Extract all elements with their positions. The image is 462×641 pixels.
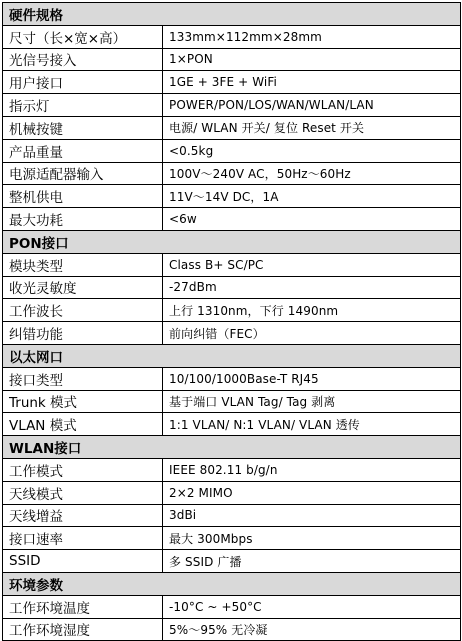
table-row bbox=[3, 527, 461, 550]
table-row bbox=[3, 595, 461, 618]
section-title: WLAN接口 bbox=[3, 436, 461, 459]
spec-label: 工作环境温度 bbox=[3, 595, 163, 618]
table-row bbox=[3, 367, 461, 390]
spec-label: 工作模式 bbox=[3, 458, 163, 481]
spec-value: <0.5kg bbox=[163, 139, 461, 162]
spec-value: 2×2 MIMO bbox=[163, 481, 461, 504]
table-row bbox=[3, 413, 461, 436]
spec-label: 天线模式 bbox=[3, 481, 163, 504]
section-header-ethernet bbox=[3, 344, 461, 367]
section-header-wlan bbox=[3, 436, 461, 459]
table-row bbox=[3, 550, 461, 573]
table-row bbox=[3, 276, 461, 299]
spec-label: 接口类型 bbox=[3, 367, 163, 390]
spec-label: VLAN 模式 bbox=[3, 413, 163, 436]
section-header-pon bbox=[3, 230, 461, 253]
table-row bbox=[3, 208, 461, 231]
table-row bbox=[3, 481, 461, 504]
spec-value: 11V～14V DC，1A bbox=[163, 185, 461, 208]
table-row bbox=[3, 162, 461, 185]
spec-label: 接口速率 bbox=[3, 527, 163, 550]
spec-table-body bbox=[3, 3, 461, 641]
spec-label: 机械按键 bbox=[3, 116, 163, 139]
table-row bbox=[3, 390, 461, 413]
spec-label: Trunk 模式 bbox=[3, 390, 163, 413]
spec-value: 1GE + 3FE + WiFi bbox=[163, 71, 461, 94]
table-row bbox=[3, 48, 461, 71]
table-row bbox=[3, 116, 461, 139]
spec-value: -27dBm bbox=[163, 276, 461, 299]
spec-value: Class B+ SC/PC bbox=[163, 253, 461, 276]
spec-label: 最大功耗 bbox=[3, 208, 163, 231]
section-title: 环境参数 bbox=[3, 572, 461, 595]
spec-value: 133mm×112mm×28mm bbox=[163, 25, 461, 48]
spec-table-container bbox=[2, 2, 460, 641]
table-row bbox=[3, 458, 461, 481]
section-title: PON接口 bbox=[3, 230, 461, 253]
table-row bbox=[3, 322, 461, 345]
spec-value: 基于端口 VLAN Tag/ Tag 剥离 bbox=[163, 390, 461, 413]
spec-value: 多 SSID 广播 bbox=[163, 550, 461, 573]
spec-label: 纠错功能 bbox=[3, 322, 163, 345]
spec-label: 模块类型 bbox=[3, 253, 163, 276]
table-row bbox=[3, 253, 461, 276]
table-row bbox=[3, 185, 461, 208]
spec-value: IEEE 802.11 b/g/n bbox=[163, 458, 461, 481]
table-row bbox=[3, 504, 461, 527]
spec-value: <6w bbox=[163, 208, 461, 231]
spec-label: 整机供电 bbox=[3, 185, 163, 208]
table-row bbox=[3, 71, 461, 94]
spec-value: 100V～240V AC，50Hz～60Hz bbox=[163, 162, 461, 185]
table-row bbox=[3, 25, 461, 48]
spec-label: 工作环境湿度 bbox=[3, 618, 163, 641]
spec-value: 5%～95% 无冷凝 bbox=[163, 618, 461, 641]
spec-value: 10/100/1000Base-T RJ45 bbox=[163, 367, 461, 390]
spec-value: 3dBi bbox=[163, 504, 461, 527]
spec-value: 1×PON bbox=[163, 48, 461, 71]
spec-value: 上行 1310nm，下行 1490nm bbox=[163, 299, 461, 322]
spec-label: 工作波长 bbox=[3, 299, 163, 322]
spec-value: -10°C ~ +50°C bbox=[163, 595, 461, 618]
section-header-environment bbox=[3, 572, 461, 595]
section-header-hardware bbox=[3, 3, 461, 26]
spec-label: 电源适配器输入 bbox=[3, 162, 163, 185]
spec-label: 尺寸（长×宽×高） bbox=[3, 25, 163, 48]
spec-value: POWER/PON/LOS/WAN/WLAN/LAN bbox=[163, 94, 461, 117]
spec-value: 电源/ WLAN 开关/ 复位 Reset 开关 bbox=[163, 116, 461, 139]
table-row bbox=[3, 618, 461, 641]
spec-label: 天线增益 bbox=[3, 504, 163, 527]
spec-table bbox=[2, 2, 461, 641]
spec-label: 用户接口 bbox=[3, 71, 163, 94]
spec-label: 指示灯 bbox=[3, 94, 163, 117]
spec-label: 光信号接入 bbox=[3, 48, 163, 71]
spec-label: SSID bbox=[3, 550, 163, 573]
spec-label: 收光灵敏度 bbox=[3, 276, 163, 299]
table-row bbox=[3, 94, 461, 117]
table-row bbox=[3, 299, 461, 322]
spec-value: 最大 300Mbps bbox=[163, 527, 461, 550]
spec-value: 1:1 VLAN/ N:1 VLAN/ VLAN 透传 bbox=[163, 413, 461, 436]
section-title: 以太网口 bbox=[3, 344, 461, 367]
spec-value: 前向纠错（FEC） bbox=[163, 322, 461, 345]
spec-label: 产品重量 bbox=[3, 139, 163, 162]
table-row bbox=[3, 139, 461, 162]
section-title: 硬件规格 bbox=[3, 3, 461, 26]
